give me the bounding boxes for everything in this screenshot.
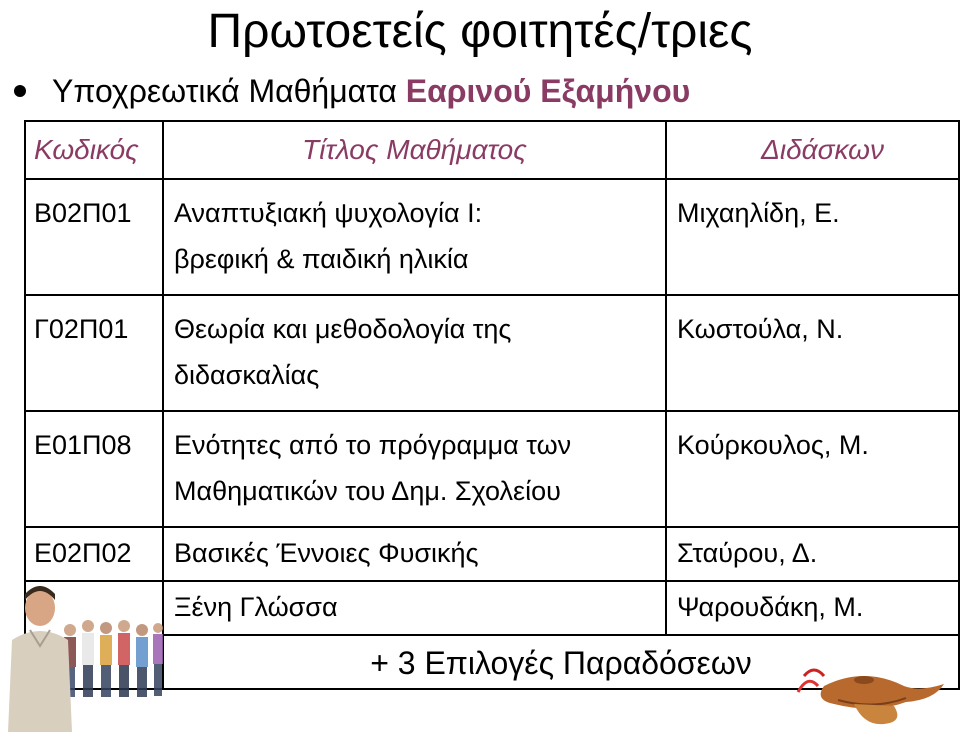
course-title	[163, 411, 666, 527]
table-row	[25, 411, 959, 527]
course-title-line: διδασκαλίας	[174, 360, 320, 390]
course-code: Β02Π01	[25, 179, 163, 295]
table-row	[25, 179, 959, 295]
course-instructor: Ψαρουδάκη, Μ.	[666, 581, 959, 635]
table-header-row	[25, 121, 959, 179]
header-instructor: Διδάσκων	[666, 121, 959, 179]
course-title	[163, 295, 666, 411]
subtitle-highlight: Εαρινού Εξαμήνου	[405, 73, 691, 109]
table-row	[25, 295, 959, 411]
course-instructor: Σταύρου, Δ.	[666, 527, 959, 581]
header-title: Τίτλος Μαθήματος	[163, 121, 666, 179]
course-code: Ε01Π08	[25, 411, 163, 527]
course-title-line: Αναπτυξιακή ψυχολογία Ι:	[174, 198, 483, 228]
course-title-line: Μαθηματικών του Δημ. Σχολείου	[174, 476, 561, 506]
electives-note: + 3 Επιλογές Παραδόσεων	[163, 635, 959, 689]
course-title-line: Ενότητες από το πρόγραμμα των	[174, 430, 572, 460]
course-title-line: βρεφική & παιδική ηλικία	[174, 244, 469, 274]
course-instructor: Κωστούλα, Ν.	[666, 295, 959, 411]
course-code: Γ02Π01	[25, 295, 163, 411]
slide-title: Πρωτοετείς φοιτητές/τριες	[207, 5, 753, 58]
course-title	[163, 179, 666, 295]
course-instructor: Κούρκουλος, Μ.	[666, 411, 959, 527]
course-title: Ξένη Γλώσσα	[163, 581, 666, 635]
subtitle	[14, 68, 690, 114]
course-code: Ε02Π02	[25, 527, 163, 581]
bullet-icon	[14, 85, 26, 97]
course-title: Βασικές Έννοιες Φυσικής	[163, 527, 666, 581]
course-instructor: Μιχαηλίδη, Ε.	[666, 179, 959, 295]
students-illustration	[0, 560, 170, 732]
subtitle-prefix: Υποχρεωτικά Μαθήματα	[52, 73, 406, 109]
header-code: Κωδικός	[25, 121, 163, 179]
oil-lamp-illustration	[794, 656, 954, 732]
course-title-line: Θεωρία και μεθοδολογία της	[174, 314, 512, 344]
